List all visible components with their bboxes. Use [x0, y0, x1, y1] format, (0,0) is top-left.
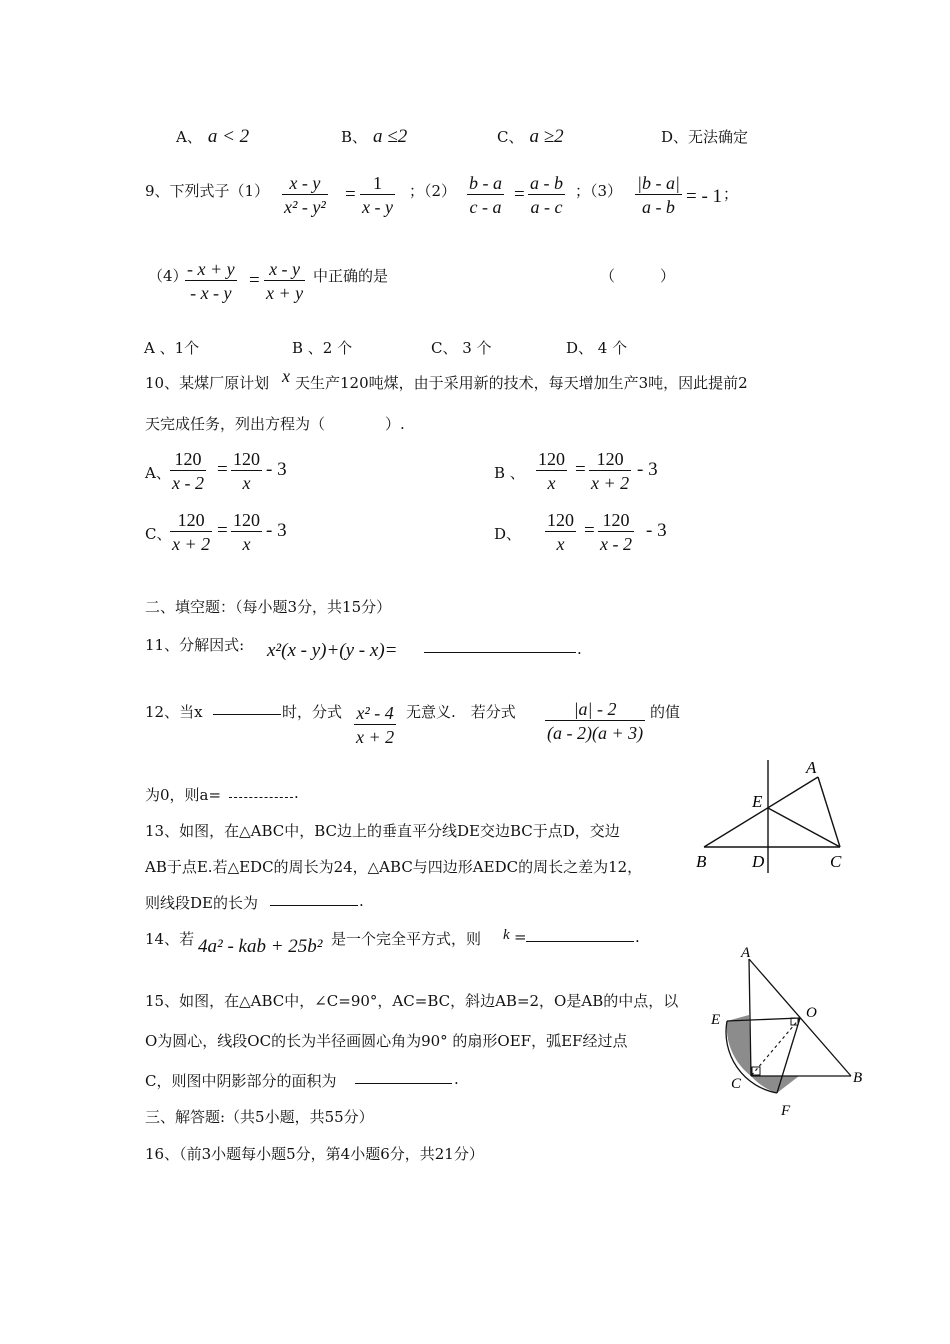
q10-a-rhs	[231, 448, 262, 495]
q12-answer-blank-2[interactable]	[229, 783, 293, 798]
q10-a-lhs	[170, 448, 206, 495]
q15-line2: O为圆心，线段OC的长为半径画圆心角为90° 的扇形OEF，弧EF经过点	[145, 1032, 628, 1050]
q9-f4-rhs	[264, 258, 305, 305]
q10-line1-pre: 10、某煤厂原计划	[145, 374, 270, 392]
q8-option-c	[497, 126, 564, 148]
q10-d-rden: x - 2	[600, 534, 632, 554]
q9-f1-rden: x - y	[362, 197, 393, 217]
q10-a-rnum: 120	[233, 449, 260, 469]
q10-var: x	[282, 366, 290, 386]
q11-answer-blank[interactable]	[424, 638, 576, 653]
q15-shaded-region-bottom	[751, 1076, 799, 1093]
q15-label-f: F	[781, 1103, 791, 1119]
section-3-heading: 三、解答题:（共5小题，共55分）	[145, 1108, 374, 1126]
q10-c-den: x + 2	[172, 534, 211, 554]
q12-g-den: (a - 2)(a + 3)	[547, 723, 644, 743]
q9-f2-eq: =	[514, 184, 525, 205]
q10-line2: 天完成任务，列出方程为（ ）.	[145, 415, 405, 433]
q10-line1-post: 天生产120吨煤，由于采用新的技术，每天增加生产3吨，因此提前2	[295, 374, 748, 392]
q9-f1-num: x - y	[282, 172, 328, 195]
q9-f4-rnum: x - y	[264, 258, 305, 281]
q12-line2-pre: 为0，则a=	[145, 786, 222, 804]
q10-d-rhs	[598, 509, 634, 556]
q15-sector-figure	[705, 940, 865, 1120]
q9-f2-num: b - a	[469, 173, 502, 193]
q10-d-eq: =	[584, 520, 595, 541]
q9-option-c: C、 3 个	[431, 339, 492, 357]
q9-f4-rden: x + y	[266, 283, 304, 303]
q10-b-den: x	[547, 473, 556, 493]
q9-f2-rnum: a - b	[530, 173, 563, 193]
q14-k: k	[503, 927, 510, 943]
q9-f1-eq: =	[345, 184, 356, 205]
q12-g-num: |a| - 2	[545, 698, 645, 721]
q9-f4-eq: =	[249, 270, 260, 291]
q10-c-rnum: 120	[233, 510, 260, 530]
q15-shaded-region-left	[727, 1015, 751, 1076]
q9-sep3: ；（3）	[575, 182, 623, 200]
q10-b-rnum: 120	[589, 448, 631, 471]
q10-b-tail: - 3	[637, 459, 658, 480]
q10-b-lhs	[536, 448, 567, 495]
q10-a-eq: =	[217, 459, 228, 480]
q9-f1-rhs	[360, 172, 395, 219]
q8-option-b-label: B、	[341, 128, 368, 146]
q14-end: .	[635, 928, 640, 946]
q9-f4-den: - x - y	[190, 283, 232, 303]
q10-c-label: C、	[145, 525, 172, 543]
q9-f2-rden: a - c	[530, 197, 563, 217]
q9-tail: 中正确的是	[313, 267, 389, 285]
q10-c-eq: =	[217, 520, 228, 541]
q10-b-label: B 、	[494, 464, 525, 482]
q14-pre: 14、若	[145, 930, 195, 948]
q9-f2-lhs	[467, 172, 504, 219]
q13-line3-pre: 则线段DE的长为	[145, 894, 258, 912]
q9-option-a: A 、1个	[144, 339, 200, 357]
q14-mid: 是一个完全平方式，则	[331, 930, 482, 948]
q15-label-e: E	[711, 1012, 721, 1028]
q8-option-b-expr: a ≤2	[373, 126, 408, 147]
section-2-heading: 二、填空题：（每小题3分，共15分）	[145, 598, 392, 616]
q9-f3-num: |b - a|	[637, 173, 680, 193]
q9-f1-den: x² - y²	[284, 197, 326, 217]
q10-c-rhs	[231, 509, 262, 556]
q10-d-lhs	[545, 509, 576, 556]
q13-label-c: C	[830, 852, 842, 871]
q12-answer-blank-1[interactable]	[213, 700, 281, 715]
q10-a-num: 120	[170, 448, 206, 471]
q13-label-d: D	[752, 852, 765, 871]
q13-line2: AB于点E.若△EDC的周长为24，△ABC与四边形AEDC的周长之差为12，	[145, 858, 643, 876]
q10-b-rden: x + 2	[591, 473, 630, 493]
q13-label-a: A	[806, 758, 817, 777]
q12-mid2: 无意义. 若分式	[406, 703, 516, 721]
q9-sep2: ；（2）	[409, 182, 457, 200]
q10-a-tail: - 3	[266, 459, 287, 480]
q13-label-b: B	[696, 852, 707, 871]
q11-expr: x²(x - y)+(y - x)=	[267, 640, 398, 661]
q8-option-d: D、无法确定	[661, 128, 749, 146]
q10-d-den: x	[556, 534, 565, 554]
q10-b-eq: =	[575, 459, 586, 480]
q9-f3-lhs	[635, 172, 682, 219]
q12-pre: 12、当x	[145, 703, 203, 721]
q13-label-e: E	[752, 792, 763, 811]
q15-label-b: B	[853, 1070, 863, 1086]
q15-line3-end: .	[454, 1070, 459, 1088]
q14-answer-blank[interactable]	[526, 927, 634, 942]
q12-mid: 时，分式	[282, 703, 343, 721]
q8-option-c-expr: a ≥2	[529, 126, 564, 147]
q9-f2-den: c - a	[469, 197, 502, 217]
q14-eq: =	[514, 928, 527, 946]
q10-c-lhs	[170, 509, 212, 556]
q10-d-label: D、	[494, 525, 522, 543]
q14-expr: 4a² - kab + 25b²	[198, 936, 323, 957]
q9-f3-eq: = - 1	[686, 186, 723, 207]
q10-b-rhs	[589, 448, 631, 495]
q10-a-rden: x	[242, 473, 251, 493]
q9-f4-num: - x + y	[187, 259, 235, 279]
q13-line-ba	[704, 777, 818, 847]
q9-label4: （4）	[148, 267, 188, 285]
q12-f-den: x + 2	[356, 727, 395, 747]
q9-f2-rhs	[528, 172, 565, 219]
q15-line1: 15、如图，在△ABC中，∠C=90°，AC=BC，斜边AB=2，O是AB的中点，以	[145, 992, 679, 1010]
q8-option-a-label: A、	[176, 128, 202, 146]
q12-post: 的值	[650, 703, 681, 721]
q15-line3-pre: C，则图中阴影部分的面积为	[145, 1072, 337, 1090]
q10-d-rnum: 120	[598, 509, 634, 532]
q11-end: .	[577, 640, 582, 658]
q9-end3: ；	[723, 185, 739, 203]
q9-f4-lhs	[185, 258, 237, 305]
q12-f-num: x² - 4	[354, 702, 396, 725]
q8-option-b	[341, 126, 407, 148]
q9-paren: （ ）	[600, 267, 676, 285]
q9-option-b: B 、2 个	[292, 339, 353, 357]
q12-fraction-1	[354, 702, 396, 749]
q13-line1: 13、如图，在△ABC中，BC边上的垂直平分线DE交边BC于点D，交边	[145, 822, 620, 840]
q9-f3-den: a - b	[641, 197, 675, 217]
q9-stem: 9、下列式子（1）	[145, 182, 270, 200]
q10-a-label: A、	[145, 464, 171, 482]
q15-label-a: A	[741, 945, 751, 961]
q10-d-num: 120	[547, 510, 574, 530]
q12-fraction-2	[545, 698, 645, 745]
q10-d-tail: - 3	[646, 520, 667, 541]
q8-option-a	[176, 126, 249, 148]
q9-option-d: D、 4 个	[566, 339, 628, 357]
q8-option-a-expr: a < 2	[207, 126, 250, 147]
q10-b-num: 120	[538, 449, 565, 469]
q11-label: 11、分解因式:	[145, 636, 245, 654]
q9-f1-lhs	[282, 172, 328, 219]
q15-label-c: C	[731, 1076, 742, 1092]
q15-label-o: O	[806, 1005, 817, 1021]
q15-answer-blank[interactable]	[355, 1069, 452, 1084]
q12-line2-end: .	[294, 784, 299, 802]
q9-f1-rnum: 1	[360, 172, 395, 195]
q10-c-num: 120	[170, 509, 212, 532]
q15-line-ab	[749, 959, 851, 1076]
q10-c-tail: - 3	[266, 520, 287, 541]
q10-c-rden: x	[242, 534, 251, 554]
q13-triangle-figure	[690, 755, 860, 880]
q13-line3-end: .	[359, 892, 364, 910]
q10-a-den: x - 2	[172, 473, 204, 493]
q16-heading: 16、（前3小题每小题5分，第4小题6分，共21分）	[145, 1145, 484, 1163]
q13-answer-blank[interactable]	[270, 891, 358, 906]
q8-option-c-label: C、	[497, 128, 524, 146]
